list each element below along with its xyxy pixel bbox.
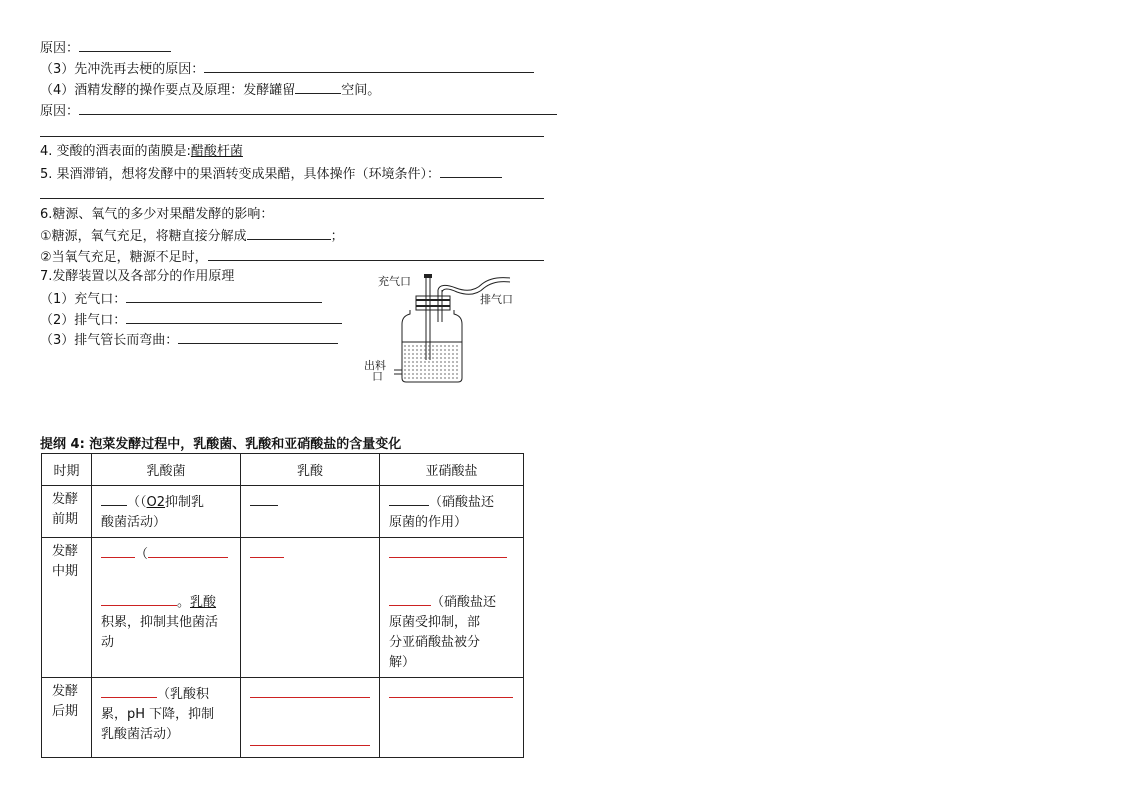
answer-blank[interactable] xyxy=(250,684,370,698)
q7-1-label: （1）充气口： xyxy=(40,292,127,307)
table-row-early xyxy=(42,486,524,538)
answer-blank[interactable] xyxy=(79,38,171,52)
discharge-label-2: 口 xyxy=(372,371,383,383)
q4-label: 4. 变酸的酒表面的菌膜是: xyxy=(40,144,191,159)
outlet-label: 排气口 xyxy=(480,294,513,306)
answer-blank[interactable] xyxy=(101,492,127,506)
reason-line-1 xyxy=(40,38,171,58)
q7-2-line xyxy=(40,310,342,330)
reason-label: 原因： xyxy=(40,104,80,119)
cell-nitrite: （硝酸盐还 原菌的作用） xyxy=(380,486,524,538)
header-lactic-acid: 乳酸 xyxy=(241,454,380,486)
q4-answer: 醋酸杆菌 xyxy=(190,144,243,159)
answer-blank[interactable] xyxy=(389,684,513,698)
discharge-label-1: 出料 xyxy=(364,360,386,372)
q5-label: 5. 果酒滞销，想将发酵中的果酒转变成果醋，具体操作（环境条件）： xyxy=(40,167,441,182)
question-3-line xyxy=(40,59,534,79)
answer-blank[interactable] xyxy=(250,732,370,746)
q6-b-line xyxy=(40,247,544,267)
cell-lab: （（O2抑制乳 酸菌活动） xyxy=(92,486,241,538)
answer-blank[interactable] xyxy=(101,592,177,606)
q4-line xyxy=(40,143,243,161)
q7-3-line xyxy=(40,330,338,350)
q6-a-line xyxy=(40,226,344,246)
answer-blank[interactable] xyxy=(247,226,331,240)
reason-line-2 xyxy=(40,101,557,121)
answer-blank[interactable] xyxy=(178,330,338,344)
inlet-label: 充气口 xyxy=(378,276,411,288)
fermentation-apparatus-diagram xyxy=(360,268,540,388)
answer-rule[interactable] xyxy=(40,198,544,199)
q7-1-line xyxy=(40,289,322,309)
answer-blank[interactable] xyxy=(389,544,507,558)
table-header-row xyxy=(42,454,524,486)
table-row-middle xyxy=(42,538,524,678)
cell-lactic xyxy=(241,678,380,758)
cell-lactic xyxy=(241,538,380,678)
cell-nitrite xyxy=(380,678,524,758)
answer-blank[interactable] xyxy=(204,59,534,73)
answer-blank[interactable] xyxy=(295,80,341,94)
q5-line xyxy=(40,164,502,184)
answer-blank[interactable] xyxy=(126,289,322,303)
cell-period: 发酵 前期 xyxy=(42,486,92,538)
question-4-label: （4）酒精发酵的操作要点及原理：发酵罐留 xyxy=(40,83,296,98)
answer-blank[interactable] xyxy=(440,164,502,178)
outline-4-heading: 提纲 4: 泡菜发酵过程中，乳酸菌、乳酸和亚硝酸盐的含量变化 xyxy=(40,437,402,452)
answer-blank[interactable] xyxy=(389,592,431,606)
q6-a-end: ； xyxy=(330,229,344,244)
cell-period: 发酵 中期 xyxy=(42,538,92,678)
answer-blank[interactable] xyxy=(126,310,342,324)
answer-blank[interactable] xyxy=(250,492,278,506)
answer-rule[interactable] xyxy=(40,136,544,137)
answer-blank[interactable] xyxy=(389,492,429,506)
q6-title: 6.糖源、氧气的多少对果醋发酵的影响： xyxy=(40,207,274,222)
answer-blank[interactable] xyxy=(101,544,135,558)
answer-blank[interactable] xyxy=(250,544,284,558)
cell-nitrite: （硝酸盐还 原菌受抑制，部 分亚硝酸盐被分 解） xyxy=(380,538,524,678)
question-4-suffix: 空间。 xyxy=(341,83,381,98)
answer-blank[interactable] xyxy=(101,684,157,698)
cell-period: 发酵 后期 xyxy=(42,678,92,758)
question-4-line xyxy=(40,80,380,100)
pickle-fermentation-table xyxy=(41,453,524,758)
reason-label: 原因： xyxy=(40,41,80,56)
q6-a-label: ①糖源，氧气充足，将糖直接分解成 xyxy=(40,229,247,244)
answer-blank[interactable] xyxy=(79,101,557,115)
cell-lactic xyxy=(241,486,380,538)
answer-blank[interactable] xyxy=(148,544,228,558)
question-3-label: （3）先冲洗再去梗的原因： xyxy=(40,62,205,77)
header-lactic-acid-bacteria: 乳酸菌 xyxy=(92,454,241,486)
cell-lab: （乳酸积 累，pH 下降，抑制 乳酸菌活动） xyxy=(92,678,241,758)
q6-b-label: ②当氧气充足，糖源不足时， xyxy=(40,250,208,265)
q7-2-label: （2）排气口： xyxy=(40,313,127,328)
header-nitrite: 亚硝酸盐 xyxy=(380,454,524,486)
header-period: 时期 xyxy=(42,454,92,486)
q7-title: 7.发酵装置以及各部分的作用原理 xyxy=(40,269,235,284)
q7-3-label: （3）排气管长而弯曲： xyxy=(40,333,179,348)
cell-lab: （ 。乳酸 积累，抑制其他菌活 动 xyxy=(92,538,241,678)
table-row-late xyxy=(42,678,524,758)
answer-blank[interactable] xyxy=(208,247,544,261)
